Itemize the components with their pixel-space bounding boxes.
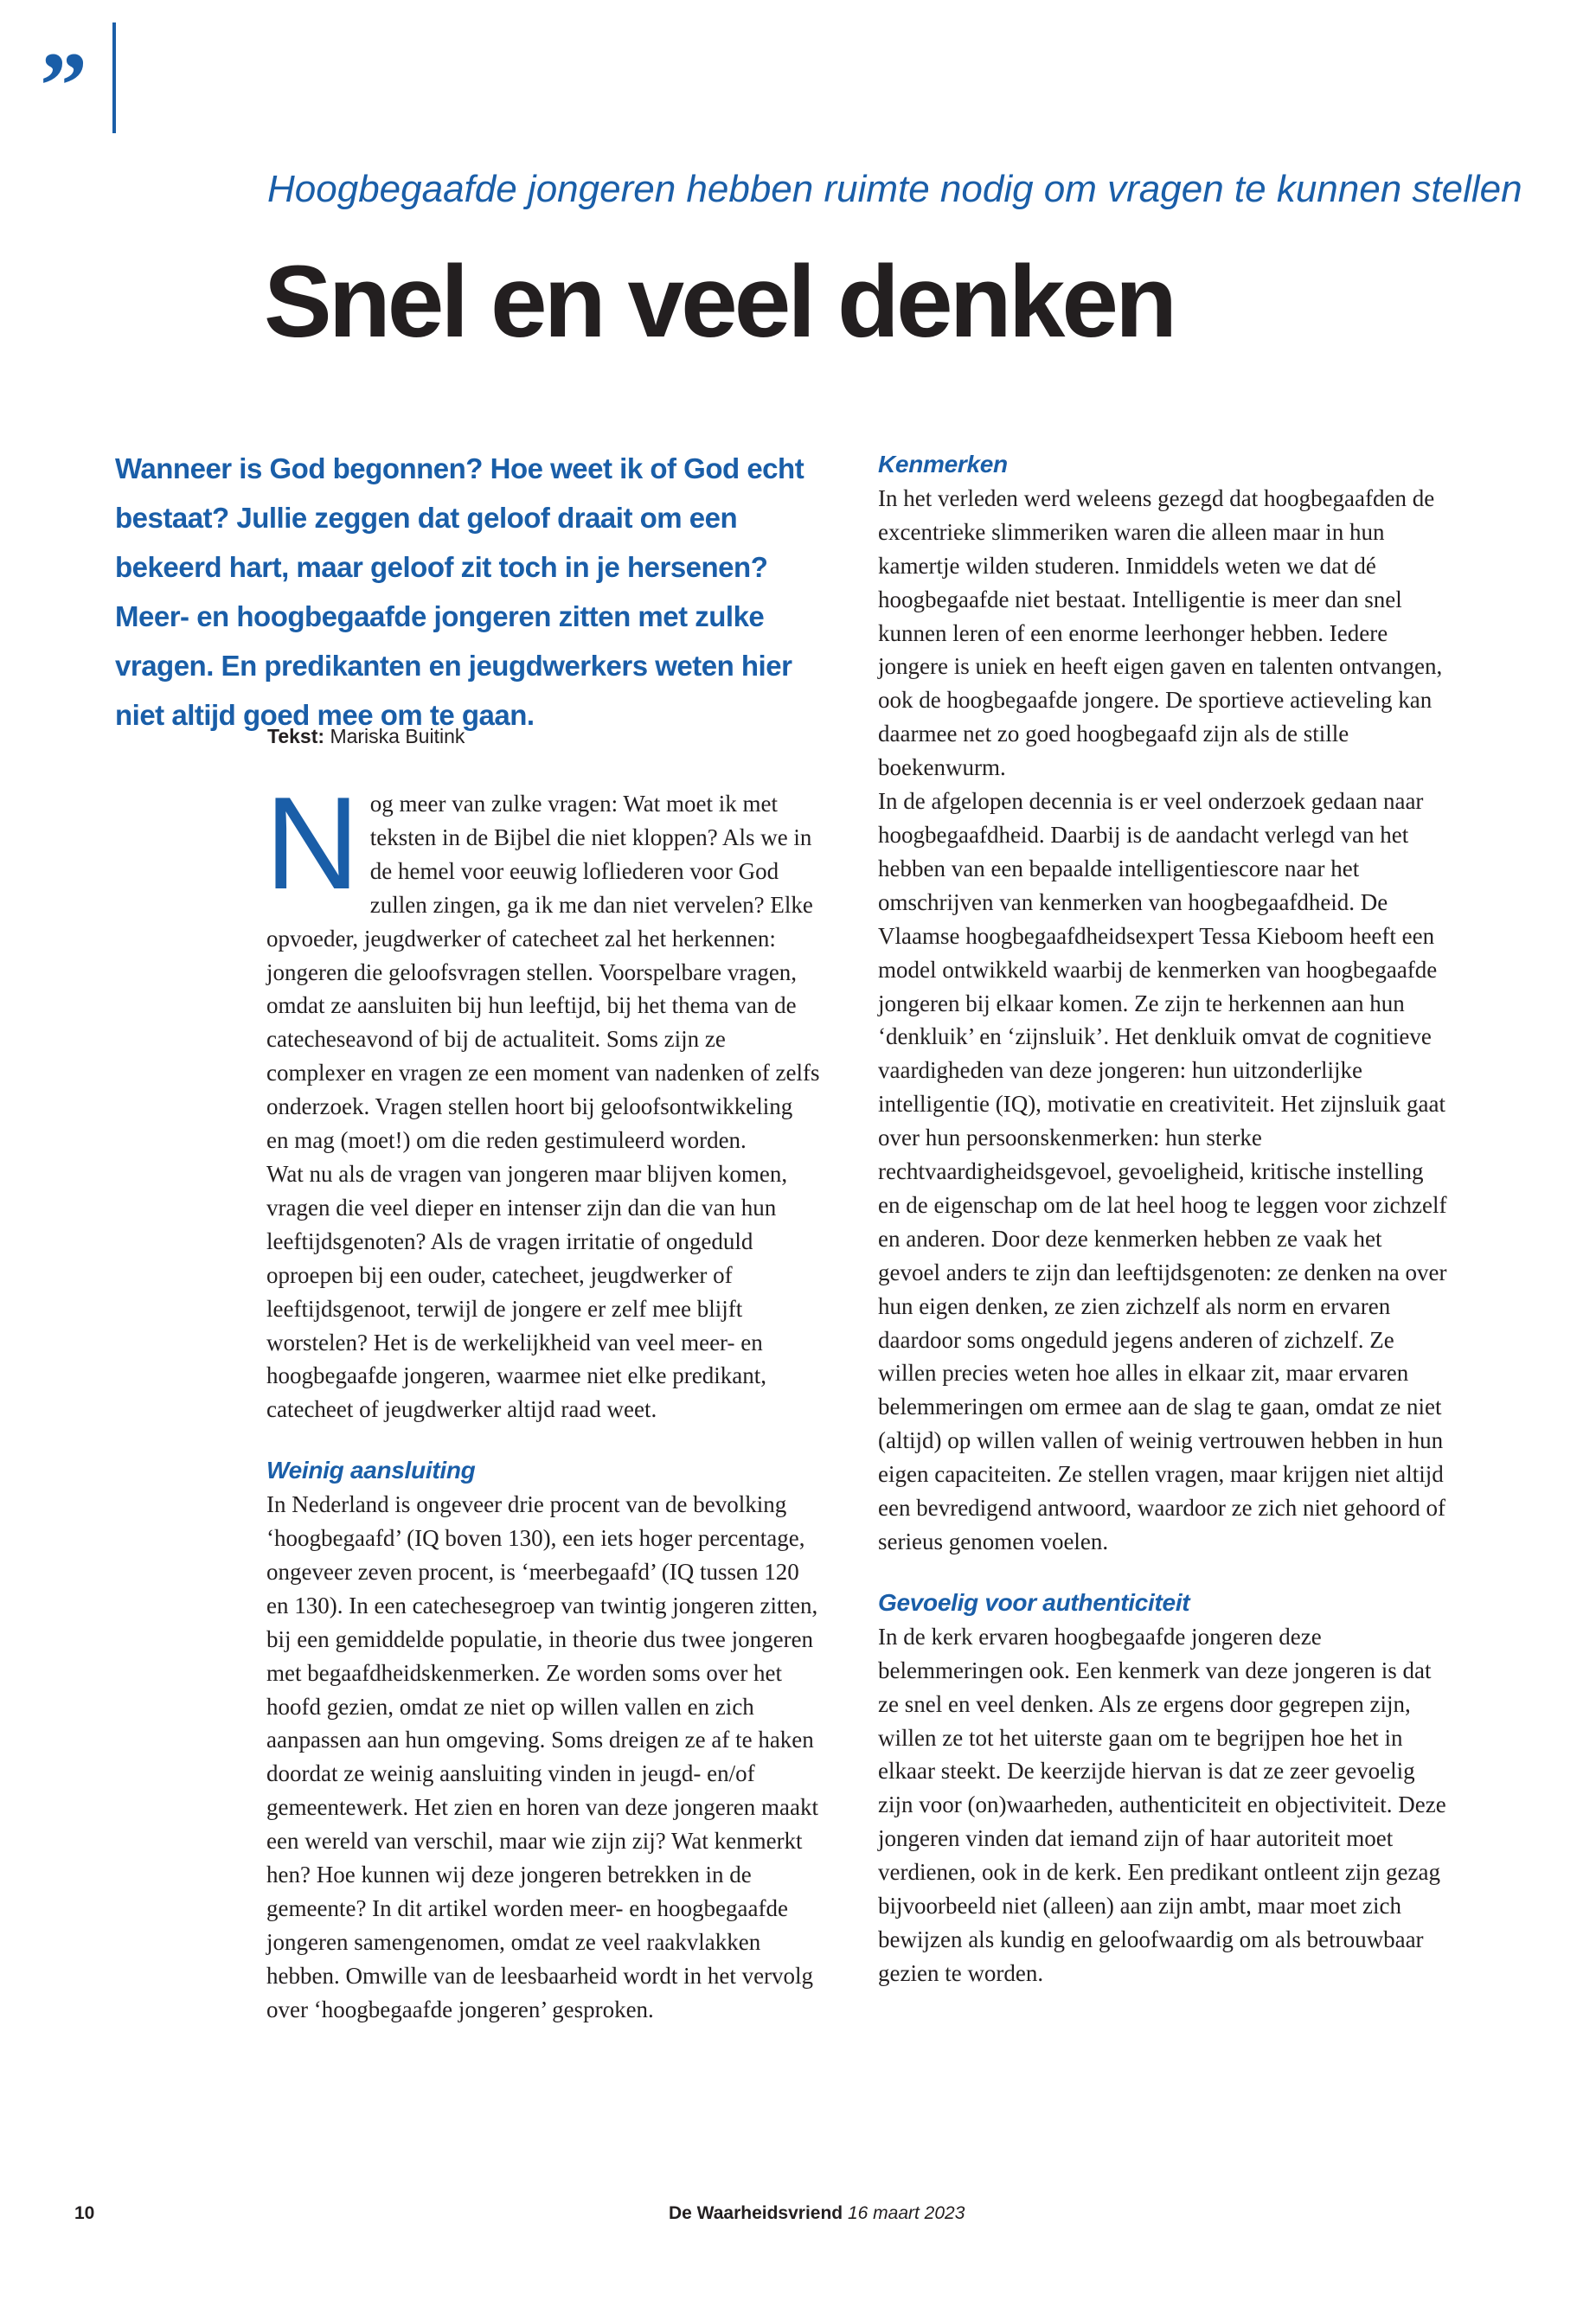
article-kicker: Hoogbegaafde jongeren hebben ruimte nodig om vragen te kunnen stellen: [267, 168, 1522, 210]
section-heading-weinig-aansluiting: Weinig aansluiting: [266, 1457, 476, 1484]
body-paragraph: [265, 770, 820, 1157]
magazine-name: De Waarheidsvriend: [669, 2203, 843, 2223]
section-divider-bar: [112, 22, 116, 133]
body-paragraph: In de kerk ervaren hoogbegaafde jongeren deze belemmeringen ook. Een kenmerk van deze jongeren is dat ze snel en veel denken. Als ze ergens door gegrepen zijn, willen ze tot het uiterste gaan om te begrijpen hoe het in elkaar steekt. De keerzijde hiervan is dat ze zeer gevoelig zijn voor (on)waarheden, authenticiteit en objectiviteit. Deze jongeren vinden dat iemand zijn of haar autoriteit moet verdienen, ook in de kerk. Een predikant ontleent zijn gezag bijvoorbeeld niet (alleen) aan zijn ambt, maar moet zich bewijzen als kundig en geloofwaardig om als betrouwbaar gezien te worden.: [878, 1623, 1446, 1986]
article-title: Snel en veel denken: [264, 245, 1175, 359]
body-paragraph: In de afgelopen decennia is er veel onderzoek gedaan naar hoogbegaafdheid. Daarbij is de aandacht verlegd van het hebben van een bepaalde intelligentiescore naar het omschrijven van kenmerken van hoogbegaafdheid. De Vlaamse hoogbegaafdheidsexpert Tessa Kieboom heeft een model ontwikkeld waarbij de kenmerken van hoogbegaafde jongeren bij elkaar komen. Ze zijn te herkennen aan hun ‘denkluik’ en ‘zijnsluik’. Het denkluik omvat de cognitieve vaardigheden van deze jongeren: hun uitzonderlijke intelligentie (IQ), motivatie en creativiteit. Het zijnsluik gaat over hun persoonskenmerken: hun sterke rechtvaardigheidsgevoel, gevoeligheid, kritische instelling en de eigenschap om de lat heel hoog te leggen voor zichzelf en anderen. Door deze kenmerken hebben ze vaak het gevoel anders te zijn dan leeftijdsgenoten: ze denken na over hun eigen denken, ze zien zichzelf als norm en ervaren daardoor soms ongeduld jegens anderen of zichzelf. Ze willen precies weten hoe alles in elkaar zit, maar ervaren belemmeringen om ermee aan de slag te gaan, omdat ze niet (altijd) op willen vallen of weinig vertrouwen hebben in hun eigen capaciteiten. Ze stellen vragen, maar krijgen niet altijd een bevredigend antwoord, waardoor ze zich niet gehoord of serieus genomen voelen.: [878, 788, 1447, 1554]
issue-date: 16 maart 2023: [847, 2203, 965, 2223]
quote-mark-icon: ”: [40, 33, 82, 138]
article-lead: Wanneer is God begonnen? Hoe weet ik of God echt bestaat? Jullie zeggen dat geloof draait om een bekeerd hart, maar geloof zit toch in je hersenen? Meer- en hoogbegaafde jongeren zitten met zulke vragen. En predikanten en jeugdwerkers weten hier niet altijd goed mee om te gaan.: [115, 452, 804, 731]
byline-author: Mariska Buitink: [330, 725, 465, 747]
magazine-footer: [669, 2203, 965, 2224]
byline-label: Tekst:: [267, 725, 325, 747]
body-paragraph: Wat nu als de vragen van jongeren maar blijven komen, vragen die veel dieper en intenser zijn dan die van hun leeftijdsgenoten? Als de vragen irritatie of ongeduld oproepen bij een ouder, catecheet, jeugdwerker of leeftijdsgenoot, terwijl de jongere er zelf mee blijft worstelen? Het is de werkelijkheid van veel meer- en hoogbegaafde jongeren, waarmee niet elke predikant, catecheet of jeugdwerker altijd raad weet.: [266, 1160, 788, 1423]
right-column: [878, 448, 1447, 1990]
drop-cap: N: [265, 770, 360, 917]
section-heading-kenmerken: Kenmerken: [878, 451, 1008, 478]
section-heading-gevoelig-voor-authenticiteit: Gevoelig voor authenticiteit: [878, 1588, 1190, 1616]
left-column: [265, 770, 820, 2027]
page-number: 10: [74, 2203, 95, 2223]
body-paragraph: In het verleden werd weleens gezegd dat hoogbegaafden de excentrieke slimmeriken waren die alleen maar in hun kamertje wilden studeren. Inmiddels weten we dat dé hoogbegaafde niet bestaat. Intelligentie is meer dan snel kunnen leren of een enorme leerhonger hebben. Iedere jongere is uniek en heeft eigen gaven en talenten ontvangen, ook de hoogbegaafde jongere. De sportieve actieveling kan daarmee net zo goed hoogbegaafd zijn als de stille boekenwurm.: [878, 484, 1443, 781]
paragraph-text: og meer van zulke vragen: Wat moet ik met teksten in de Bijbel die niet kloppen? Als we in de hemel voor eeuwig lofliederen voor God zullen zingen, ga ik me dan niet vervelen? Elke opvoeder, jeugdwerker of catecheet zal het herkennen: jongeren die geloofsvragen stellen. Voorspelbare vragen, omdat ze aansluiten bij hun leeftijd, bij het thema van de catecheseavond of bij de actualiteit. Soms zijn ze complexer en vragen ze een moment van nadenken of zelfs onderzoek. Vragen stellen hoort bij geloofsontwikkeling en mag (moet!) om die reden gestimuleerd worden.: [266, 791, 820, 1154]
byline: [267, 725, 465, 748]
body-paragraph: In Nederland is ongeveer drie procent van de bevolking ‘hoogbegaafd’ (IQ boven 130), een iets hoger percentage, ongeveer zeven procent, is ‘meerbegaafd’ (IQ tussen 120 en 130). In een catechesegroep van twintig jongeren zitten, bij een gemiddelde populatie, in theorie dus twee jongeren met begaafdheidskenmerken. Ze worden soms over het hoofd gezien, omdat ze niet op willen vallen en zich aanpassen aan hun omgeving. Soms dreigen ze af te haken doordat ze weinig aansluiting vinden in jeugd- en/of gemeentewerk. Het zien en horen van deze jongeren maakt een wereld van verschil, maar wie zijn zij? Wat kenmerkt hen? Hoe kunnen wij deze jongeren betrekken in de gemeente? In dit artikel worden meer- en hoogbegaafde jongeren samengenomen, omdat ze veel raakvlakken hebben. Omwille van de leesbaarheid wordt in het vervolg over ‘hoogbegaafde jongeren’ gesproken.: [266, 1491, 818, 2022]
